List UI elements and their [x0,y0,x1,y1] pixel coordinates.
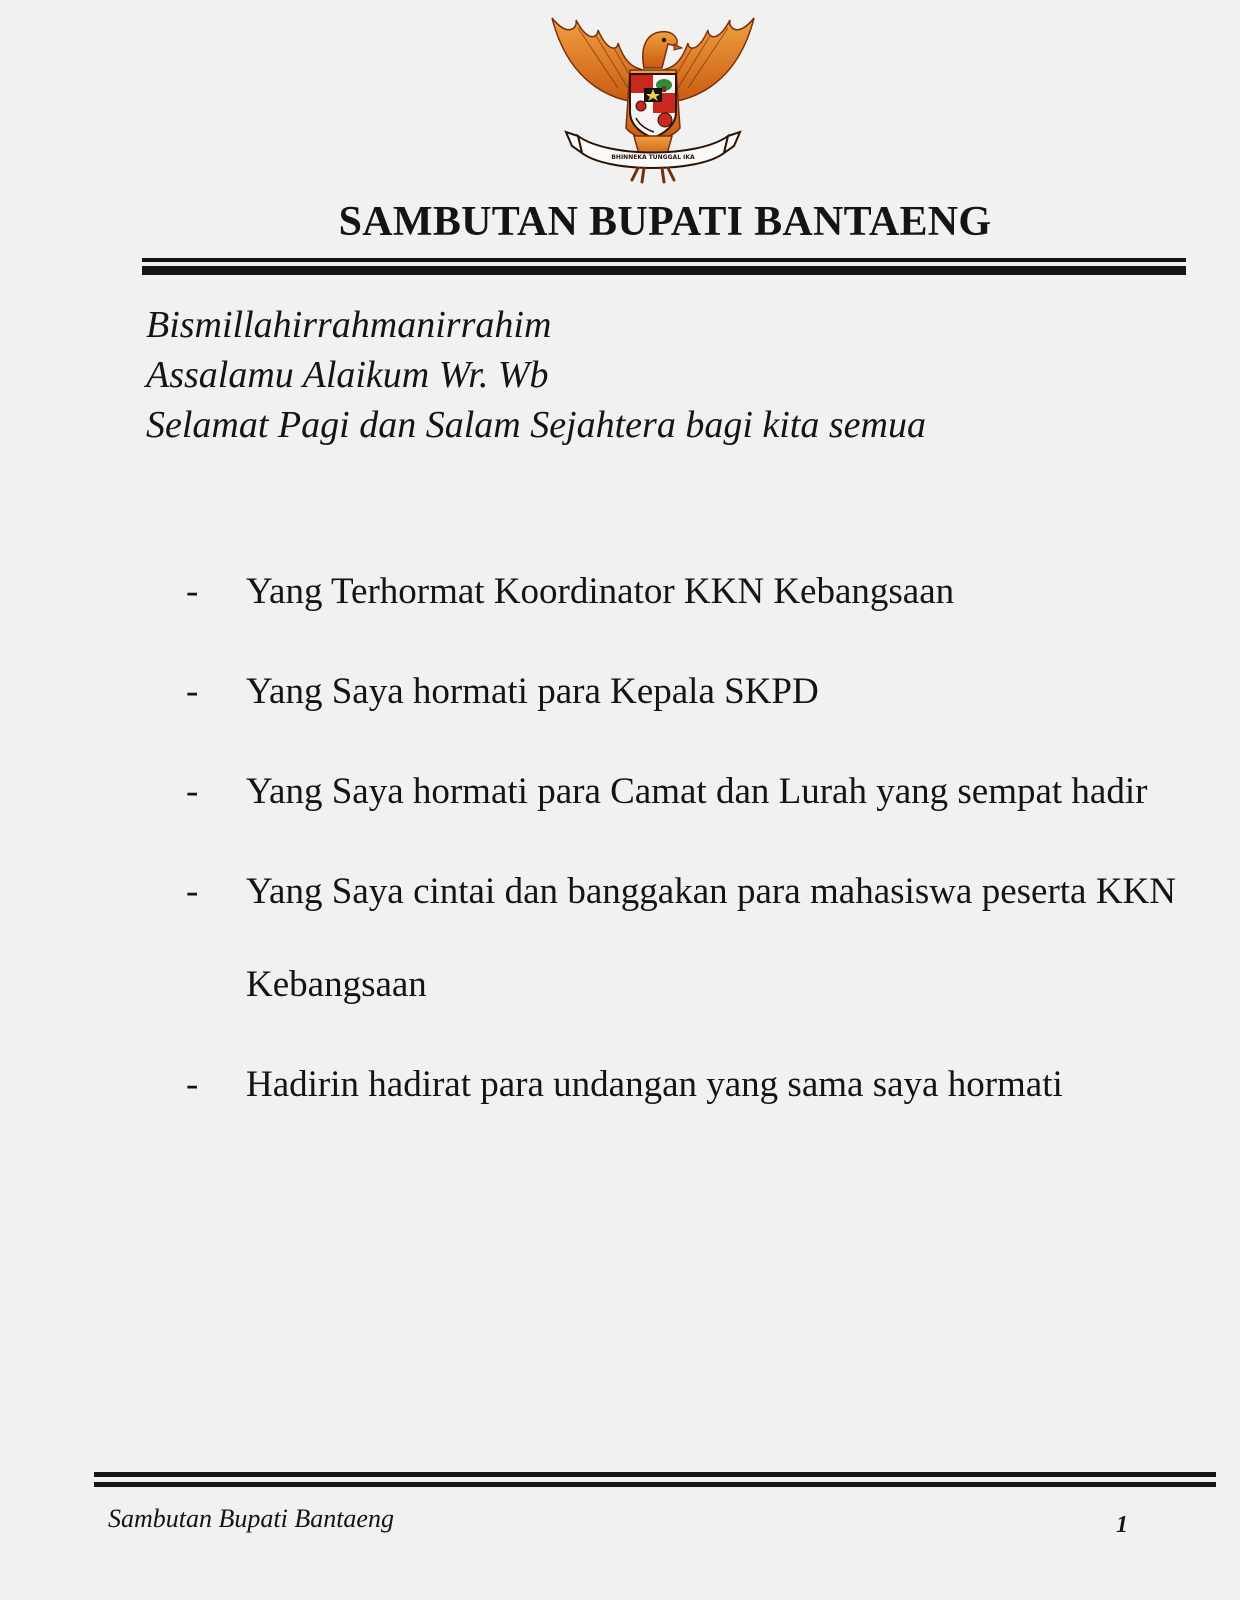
greeting-line-bismillah: Bismillahirrahmanirrahim [146,304,552,346]
header-rule-thick [142,266,1186,275]
footer-title: Sambutan Bupati Bantaeng [108,1504,394,1533]
emblem-motto: BHINNEKA TUNGGAL IKA [611,154,695,161]
addressee-item [186,1038,1176,1131]
list-dash: - [186,771,199,812]
addressee-text: Yang Saya hormati para Kepala SKPD [246,671,819,712]
list-dash: - [186,571,199,612]
footer-rule-top [94,1472,1216,1477]
addressee-item [186,745,1176,838]
greeting-line-selamat-pagi: Selamat Pagi dan Salam Sejahtera bagi kita semua [146,404,926,446]
greeting-block [146,300,926,450]
garuda-emblem-icon [548,8,758,188]
list-dash: - [186,671,199,712]
list-dash: - [186,1064,199,1105]
page-number: 1 [1116,1512,1128,1538]
addressee-text: Yang Saya hormati para Camat dan Lurah yang sempat hadir [246,771,1148,812]
list-dash: - [186,871,199,912]
addressee-item [186,645,1176,738]
footer-rule-bottom [94,1482,1216,1487]
addressee-item [186,545,1176,638]
greeting-line-salam: Assalamu Alaikum Wr. Wb [146,354,549,396]
addressee-list [186,545,1176,1138]
page-title: SAMBUTAN BUPATI BANTAENG [338,199,992,245]
addressee-text: Yang Saya cintai dan banggakan para mahasiswa peserta KKN Kebangsaan [246,871,1176,1005]
header-rule-thin [142,258,1186,262]
addressee-text: Yang Terhormat Koordinator KKN Kebangsaan [246,571,955,612]
addressee-item [186,845,1176,1031]
addressee-text: Hadirin hadirat para undangan yang sama saya hormati [246,1064,1063,1105]
